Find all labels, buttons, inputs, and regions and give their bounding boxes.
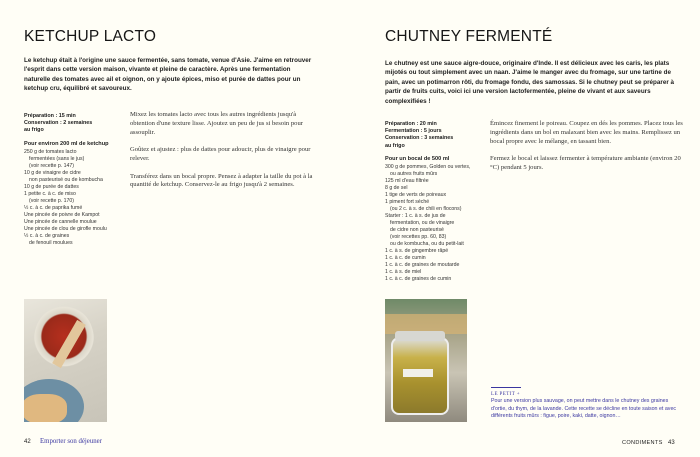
ingredients-list: [385, 164, 485, 283]
meta-line: Préparation : 15 min: [24, 113, 76, 119]
ingredient-line: 8 g de sel: [385, 184, 408, 191]
tip-text: Pour une version plus sauvage, on peut mettre dans le chutney des graines d'ortie, du thym, de la lavande. Cette recette se décline en toute saison et avec différents fruits mûrs : figue, poire, kaki, datte, oignon…: [491, 398, 677, 419]
running-head-left: Emporter son déjeuner: [40, 438, 102, 445]
method-ketchup: [130, 111, 315, 199]
ingredient-line: fermentation, ou de vinaigre: [390, 219, 455, 226]
ingredient-line: (voir recettes pp. 60, 83): [390, 233, 447, 240]
ingredients-title: Pour un bocal de 500 ml: [385, 155, 450, 162]
ingredient-line: 250 g de tomates lacto: [24, 148, 77, 155]
method-paragraph: Goûtez et ajustez : plus de dattes pour adoucir, plus de vinaigre pour relever.: [130, 146, 311, 162]
tip-label: LE PETIT +: [491, 392, 520, 397]
meta-line: au frigo: [385, 142, 405, 149]
ingredients-list: [24, 149, 119, 247]
running-head-right: CONDIMENTS: [622, 440, 663, 446]
ingredient-line: de cidre non pasteurisé: [390, 226, 444, 233]
ingredient-line: fermentées (sans le jus): [29, 155, 85, 162]
ingredient-line: ½ c. à c. de graines: [24, 232, 70, 239]
ingredient-line: 1 c. à c. de graines de moutarde: [385, 261, 460, 268]
meta-line: Conservation : 3 semaines: [385, 135, 454, 142]
ingredient-line: ou de kombucha, ou du petit-lait: [390, 240, 464, 247]
tip-divider: [491, 387, 521, 388]
meta-line: Fermentation : 5 jours: [385, 128, 442, 135]
ingredient-line: 1 piment fort séché: [385, 198, 430, 205]
method-paragraph: Fermez le bocal et laissez fermenter à température ambiante (environ 20 °C) pendant 5 jours.: [490, 155, 681, 171]
ingredients-chutney: [385, 121, 485, 283]
meta-chutney: [385, 121, 485, 150]
ingredient-line: Une pincée de poivre de Kampot: [24, 211, 100, 218]
ingredient-line: (voir recette p. 170): [29, 197, 74, 204]
chutney-photo: [385, 299, 467, 422]
ingredient-line: (voir recette p. 147): [29, 162, 74, 169]
ingredient-line: (ou 2 c. à s. de chili en flocons): [390, 205, 462, 212]
ketchup-photo: [24, 299, 107, 422]
ingredient-line: 1 tige de verts de poireaux: [385, 191, 447, 198]
meta-line: Préparation : 20 min: [385, 121, 437, 127]
ingredients-title: Pour environ 200 ml de ketchup: [24, 140, 109, 147]
ingredient-line: 1 petite c. à c. de miso: [24, 190, 76, 197]
ingredients-ketchup: [24, 113, 119, 247]
meta-line: au frigo: [24, 127, 44, 134]
method-chutney: [490, 120, 685, 182]
meta-ketchup: [24, 113, 119, 135]
intro-ketchup: Le ketchup était à l'origine une sauce fermentée, sans tomate, venue d'Asie. J'aime en retrouver l'esprit dans cette version maison, vivante et pleine de caractère. Après une fermentation naturelle des tomates avec ail et oignon, on y ajoute épices, miso et purée de dattes pour un ketchup cru, équilibré et savoureux.: [24, 57, 312, 93]
meta-line: Conservation : 2 semaines: [24, 120, 93, 127]
ingredient-line: 10 g de vinaigre de cidre: [24, 169, 81, 176]
ingredient-line: 1 c. à c. de cumin: [385, 254, 426, 261]
ingredient-line: 10 g de purée de dattes: [24, 183, 79, 190]
ingredient-line: 1 c. à s. de miel: [385, 268, 422, 275]
recipe-title-chutney: CHUTNEY FERMENTÉ: [385, 28, 553, 45]
ingredient-line: 125 ml d'eau filtrée: [385, 177, 429, 184]
ingredient-line: 1 c. à s. de gingembre râpé: [385, 247, 449, 254]
page-number-right: 43: [668, 440, 675, 446]
intro-chutney: Le chutney est une sauce aigre-douce, originaire d'Inde. Il est délicieux avec les caris, les plats mijotés ou tout simplement avec un naan. J'aime le manger avec du fromage, sur une tartine de pain, avec un potimarron rôti, du fromage fondu, des samossas. Si le chutney peut se préparer à partir de fruits cuits, voici ici une version lactofermentée, pleine de vivant et aux saveurs complexifiées !: [385, 60, 675, 105]
tip-box: [491, 387, 681, 420]
method-paragraph: Mixez les tomates lacto avec tous les autres ingrédients jusqu'à obtention d'une texture lisse. Ajoutez un peu de jus si besoin pour assouplir.: [130, 111, 303, 136]
ingredient-line: 1 c. à c. de graines de cumin: [385, 275, 452, 282]
ingredient-line: Une pincée de clou de girofle moulu: [24, 225, 107, 232]
method-paragraph: Transférez dans un bocal propre. Pensez à adapter la taille du pot à la quantité de ketchup. Conservez-le au frigo jusqu'à 2 semaines.: [130, 172, 313, 189]
recipe-title-ketchup: KETCHUP LACTO: [24, 28, 157, 45]
ingredient-line: 300 g de pommes, Golden ou vertes,: [385, 163, 471, 170]
ingredient-line: ½ c. à c. de paprika fumé: [24, 204, 83, 211]
ingredient-line: Starter : 1 c. à s. de jus de: [385, 212, 446, 219]
ingredient-line: Une pincée de cannelle moulue: [24, 218, 97, 225]
ingredient-line: non pasteurisé ou de kombucha: [29, 176, 103, 183]
method-paragraph: Émincez finement le poireau. Coupez en dés les pommes. Placez tous les ingrédients dans un bol en malaxant bien avec les mains. Remplissez un bocal propre avec le mélange, en tassant bien.: [490, 120, 683, 145]
page-number-left: 42: [24, 439, 31, 445]
ingredient-line: ou autres fruits mûrs: [390, 170, 438, 177]
ingredient-line: de fenouil moulues: [29, 239, 73, 246]
